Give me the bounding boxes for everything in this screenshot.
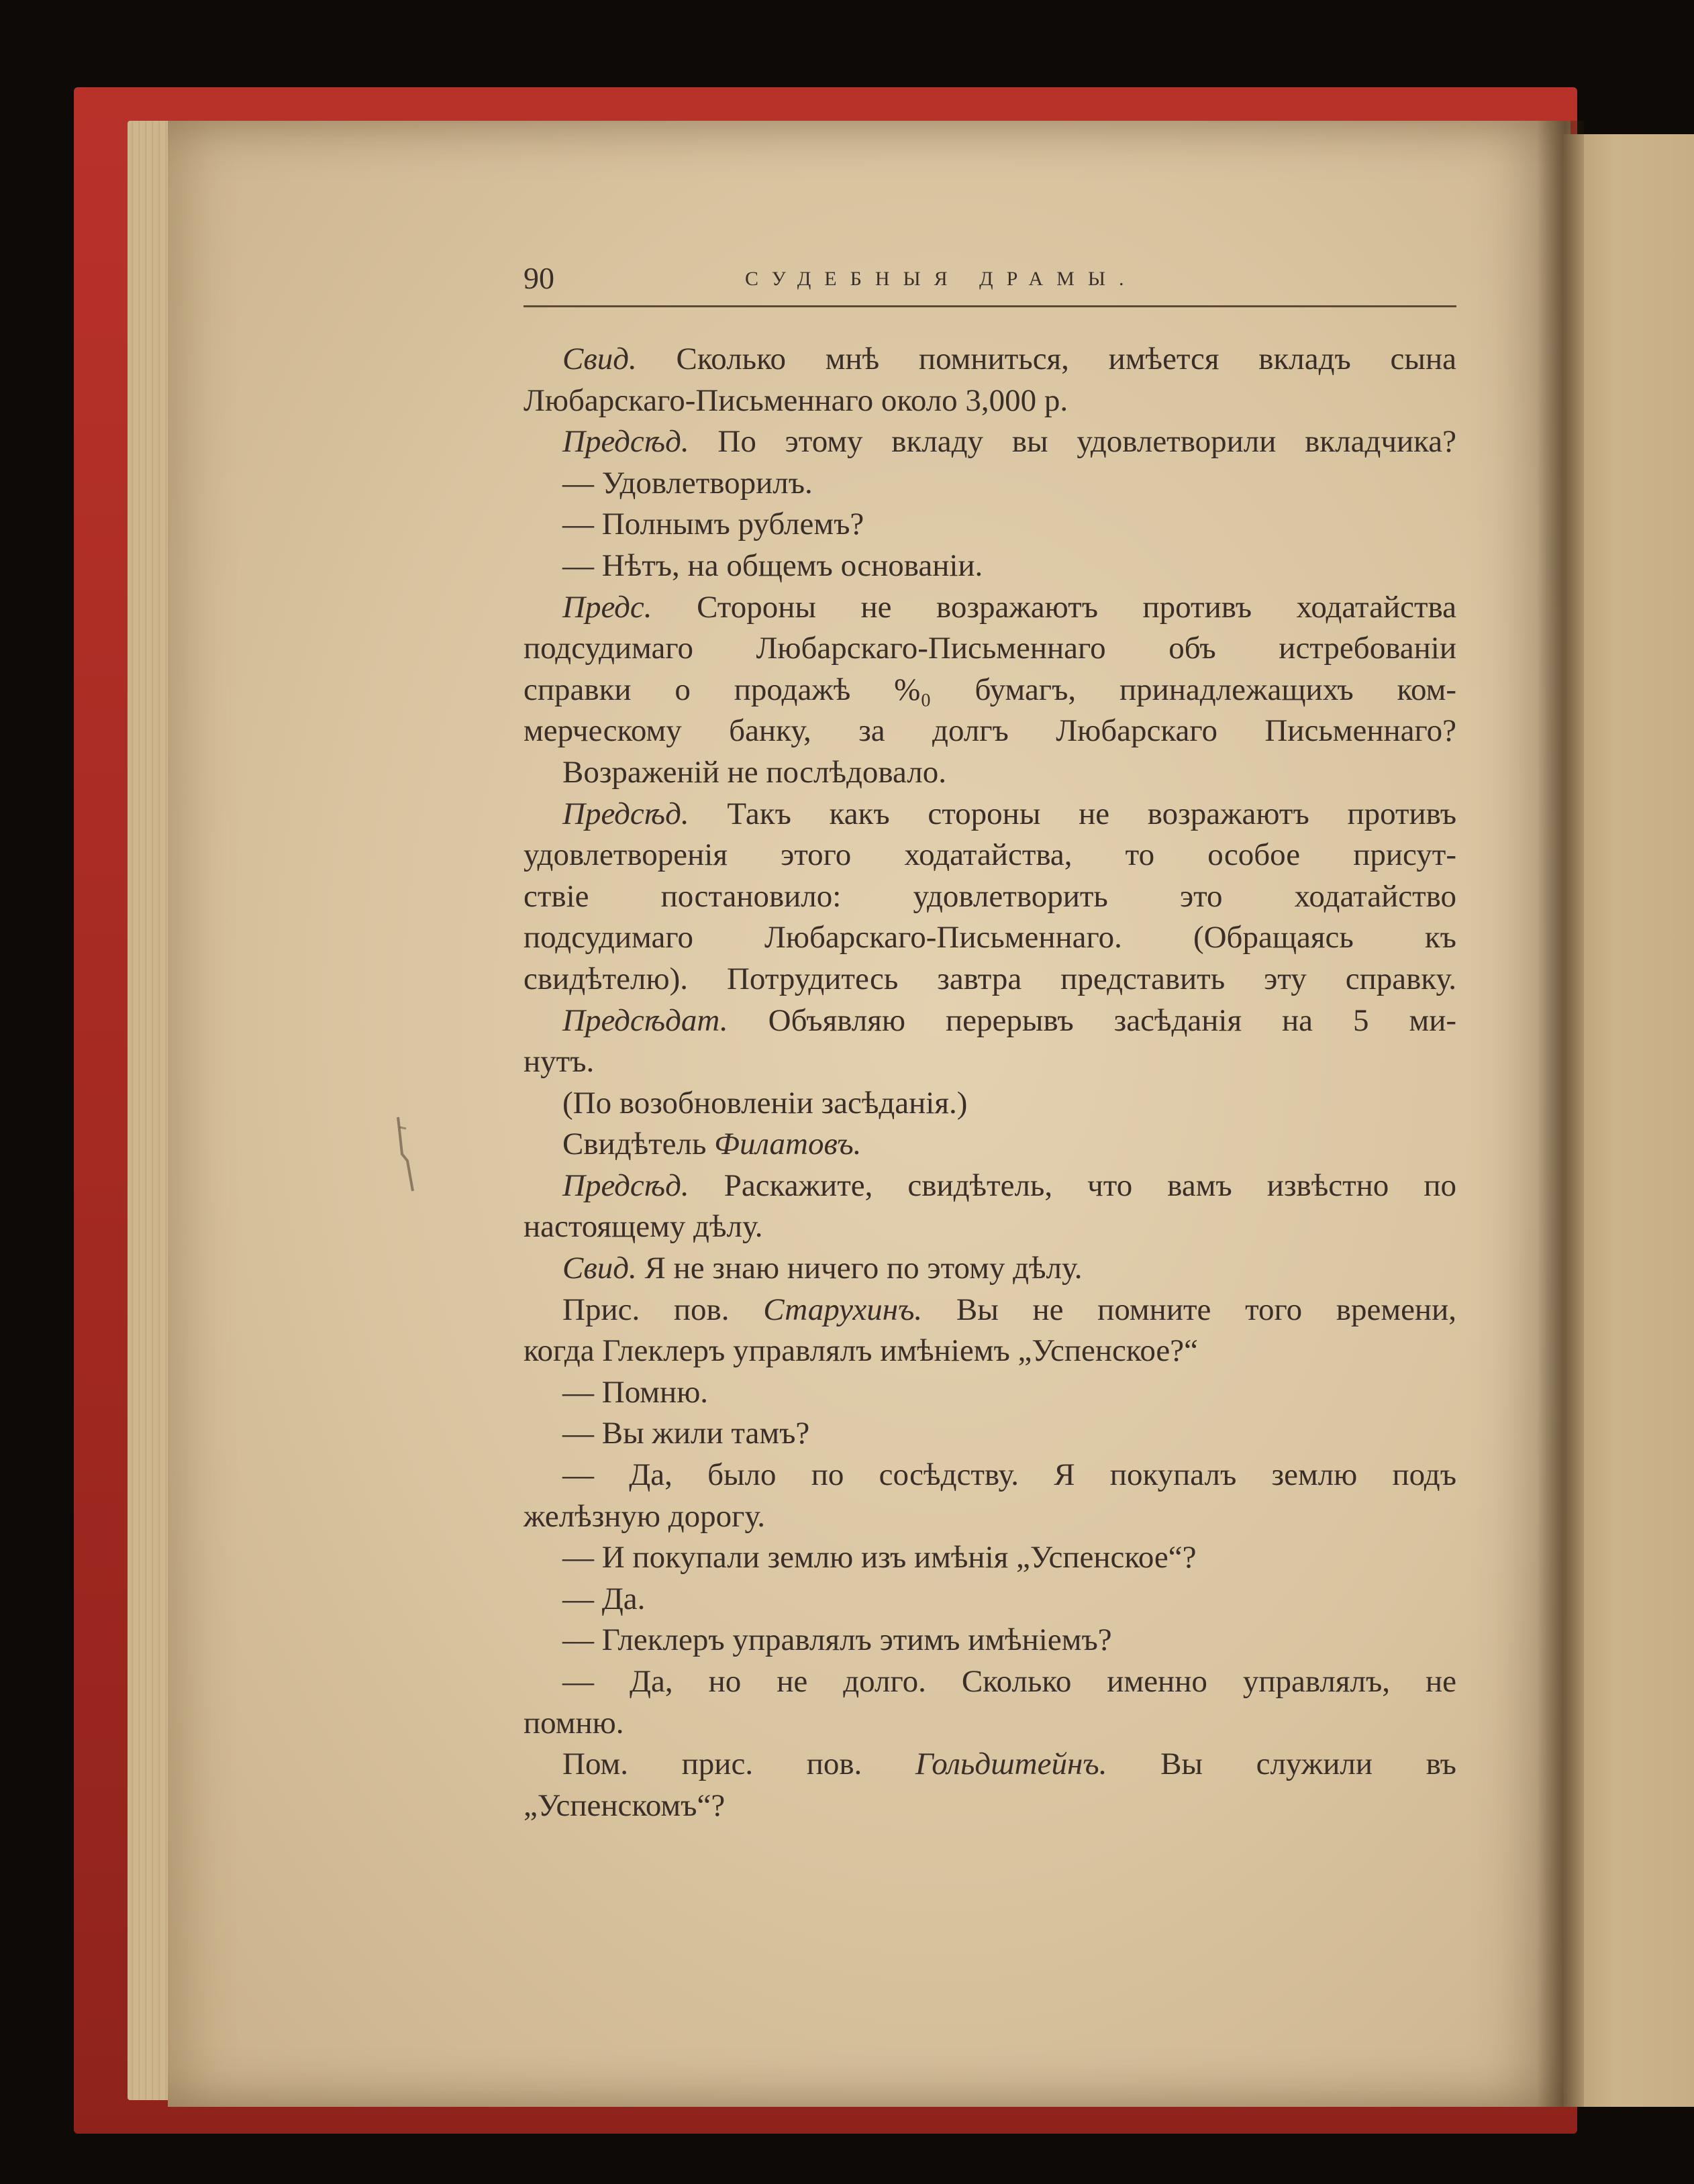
text-span: Я не знаю ничего по этому дѣлу. [636,1251,1083,1286]
running-title: СУДЕБНЫЯ ДРАМЫ. [745,268,1138,290]
speaker-label: Свид. [562,1251,637,1286]
text-span: Вы не помните того времени, [922,1292,1456,1327]
text-line [524,1537,1456,1579]
speaker-label: Предсѣдат. [562,1002,728,1038]
text-span: „Успенскомъ“? [524,1787,726,1823]
text-span: нутъ. [524,1044,595,1080]
text-line [524,504,1456,545]
text-span: подсудимаго Любарскаго-Письменнаго объ истребованіи [524,631,1456,666]
text-span: Стороны не возражаютъ противъ ходатайства [652,589,1456,625]
page-number: 90 [524,261,554,295]
text-span: — Да, было по сосѣдству. Я покупалъ землю подъ [562,1457,1456,1493]
text-line [524,1248,1456,1290]
text-span: По этому вкладу вы удовлетворили вкладчика? [689,424,1456,460]
text-line [524,1083,1456,1125]
pencil-mark-icon [393,1114,419,1194]
text-line [524,1124,1456,1165]
page-header [524,258,1456,307]
text-span: настоящему дѣлу. [524,1209,763,1245]
text-line [524,339,1456,380]
text-span: подсудимаго Любарскаго-Письменнаго. (Обращаясь къ [524,920,1456,955]
text-line [524,1372,1456,1414]
text-span: — Да, но не долго. Сколько именно управлялъ, не [562,1664,1456,1699]
text-span: — Вы жили тамъ? [562,1416,810,1451]
text-line [524,670,1456,711]
text-line [524,917,1456,959]
text-span: Возраженій не послѣдовало. [562,754,946,790]
text-line [524,545,1456,587]
text-span: — Помню. [562,1374,709,1410]
text-line [524,1579,1456,1620]
text-line [524,1703,1456,1745]
text-line [524,711,1456,752]
text-line [524,835,1456,876]
text-span: Свидѣтель [562,1127,715,1162]
text-line [524,380,1456,422]
text-span: ствіе постановило: удовлетворить это ходатайство [524,878,1456,914]
speaker-label: Предсѣд. [562,424,689,460]
text-line [524,1496,1456,1538]
text-span: Пом. прис. пов. [562,1747,915,1782]
text-span: когда Глеклеръ управлялъ имѣніемъ „Успенское?“ [524,1333,1198,1369]
text-span: Сколько мнѣ помниться, имѣется вкладъ сына [636,342,1456,376]
text-span: Такъ какъ стороны не возражаютъ противъ [689,796,1456,831]
text-span: мерческому банку, за долгъ Любарскаго Письменнаго? [524,713,1456,749]
text-span: — Глеклеръ управлялъ этимъ имѣніемъ? [562,1622,1112,1658]
text-line [524,1455,1456,1496]
speaker-label: Свид. [562,342,637,376]
text-span: (По возобновленіи засѣданія.) [562,1085,968,1121]
text-line [524,1661,1456,1703]
text-span: — Полнымъ рублемъ? [562,507,864,542]
speaker-label: Старухинъ. [763,1292,923,1327]
text-line [524,1413,1456,1455]
text-line [524,587,1456,629]
text-line [524,1290,1456,1331]
text-line [524,876,1456,918]
text-span: Любарскаго-Письменнаго около 3,000 р. [524,382,1068,418]
text-line [524,959,1456,1000]
text-line [524,628,1456,670]
text-line [524,463,1456,505]
text-span: помню. [524,1705,624,1740]
text-line [524,1331,1456,1372]
speaker-label: Филатовъ. [714,1127,862,1162]
text-line [524,1206,1456,1248]
text-span: — Да. [562,1581,646,1616]
text-line [524,794,1456,835]
text-span: — И покупали землю изъ имѣнія „Успенское“? [562,1540,1197,1575]
text-line [524,752,1456,794]
text-line [524,1000,1456,1042]
text-span: — Нѣтъ, на общемъ основаніи. [562,548,983,583]
text-line [524,1165,1456,1207]
text-span: Объявляю перерывъ засѣданія на 5 ми- [728,1002,1456,1038]
text-span: Вы служили въ [1107,1747,1456,1782]
speaker-label: Предсѣд. [562,1167,689,1203]
text-span: Прис. пов. [562,1292,764,1327]
text-line [524,1785,1456,1827]
speaker-label: Предс. [562,589,652,625]
speaker-label: Гольдштейнъ. [915,1747,1107,1782]
text-span: Раскажите, свидѣтель, что вамъ извѣстно по [689,1167,1456,1203]
text-span: — Удовлетворилъ. [562,465,813,501]
page-text [524,339,1456,1826]
text-span: справки о продажѣ %₀ бумагъ, принадлежащихъ ком- [524,672,1456,707]
text-line [524,1620,1456,1661]
text-span: желѣзную дорогу. [524,1498,766,1534]
speaker-label: Предсѣд. [562,796,689,831]
text-line [524,421,1456,463]
text-span: удовлетворенія этого ходатайства, то особое присут- [524,837,1456,873]
book-gutter [1537,121,1584,2107]
text-span: свидѣтелю). Потрудитесь завтра представить эту справку. [524,961,1456,996]
text-line [524,1744,1456,1785]
text-line [524,1041,1456,1083]
